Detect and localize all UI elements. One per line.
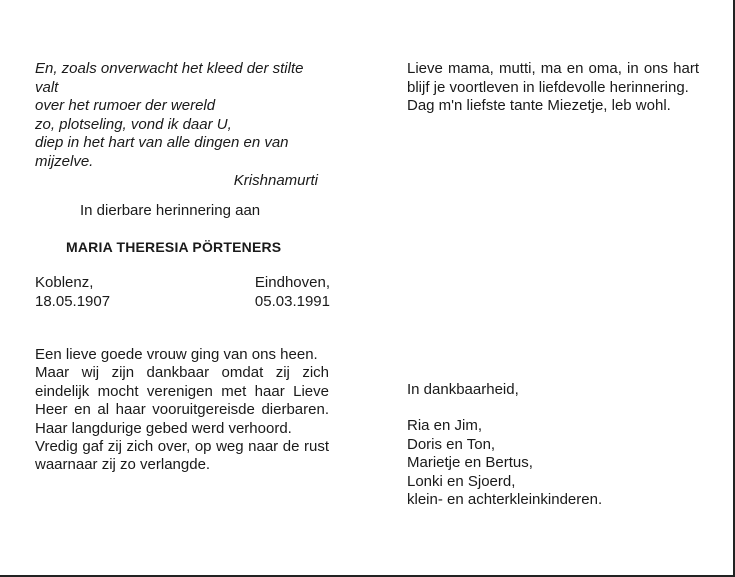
poem-line: zo, plotseling, vond ik daar U, — [35, 115, 232, 133]
family-list — [407, 417, 602, 510]
death-date: 05.03.1991 — [254, 292, 330, 310]
family-member: Marietje en Bertus, — [407, 454, 533, 472]
message-paragraph: Een lieve goede vrouw ging van ons heen. — [35, 346, 318, 363]
message-paragraph: Maar wij zijn dankbaar omdat zij zich eindelijk mocht verenigen met haar Lieve Heer en al haar vooruitgereisde dierbaren. Haar langdurige gebed werd verhoord. — [35, 364, 329, 437]
memorial-message — [35, 346, 329, 475]
birth-date: 18.05.1907 — [35, 292, 111, 310]
poem-line: En, zoals onverwacht het kleed der stilte — [35, 60, 304, 77]
death-info — [255, 274, 330, 311]
poem-line: mijzelve. — [35, 152, 94, 170]
thanks-text: In dankbaarheid, — [407, 381, 519, 398]
message-paragraph: Vredig gaf zij zich over, op weg naar de rust waarnaar zij zo verlangde. — [35, 438, 329, 474]
poem — [35, 60, 330, 172]
deceased-name: MARIA THERESIA PÖRTENERS — [66, 239, 282, 255]
farewell-section — [407, 60, 699, 116]
poem-line: diep in het hart van alle dingen en van — [35, 134, 289, 152]
family-member: Ria en Jim, — [407, 417, 483, 434]
poem-line: over het rumoer der wereld — [35, 97, 216, 115]
life-dates — [35, 274, 330, 311]
intro-text: In dierbare herinnering aan — [80, 202, 261, 219]
family-member: Lonki en Sjoerd, — [407, 472, 516, 490]
family-member: klein- en achterkleinkinderen. — [407, 491, 603, 509]
birth-place: Koblenz, — [35, 274, 94, 291]
farewell-text: Lieve mama, mutti, ma en oma, in ons hart blijf je voortleven in liefdevolle herinnering. — [407, 60, 699, 96]
family-member: Doris en Ton, — [407, 435, 496, 453]
birth-info — [35, 274, 110, 311]
farewell-goodbye: Dag m'n liefste tante Miezetje, leb wohl. — [407, 97, 671, 115]
death-place: Eindhoven, — [254, 274, 330, 291]
poem-section — [35, 60, 330, 190]
poem-line: valt — [35, 78, 59, 96]
poem-author: Krishnamurti — [233, 171, 318, 189]
